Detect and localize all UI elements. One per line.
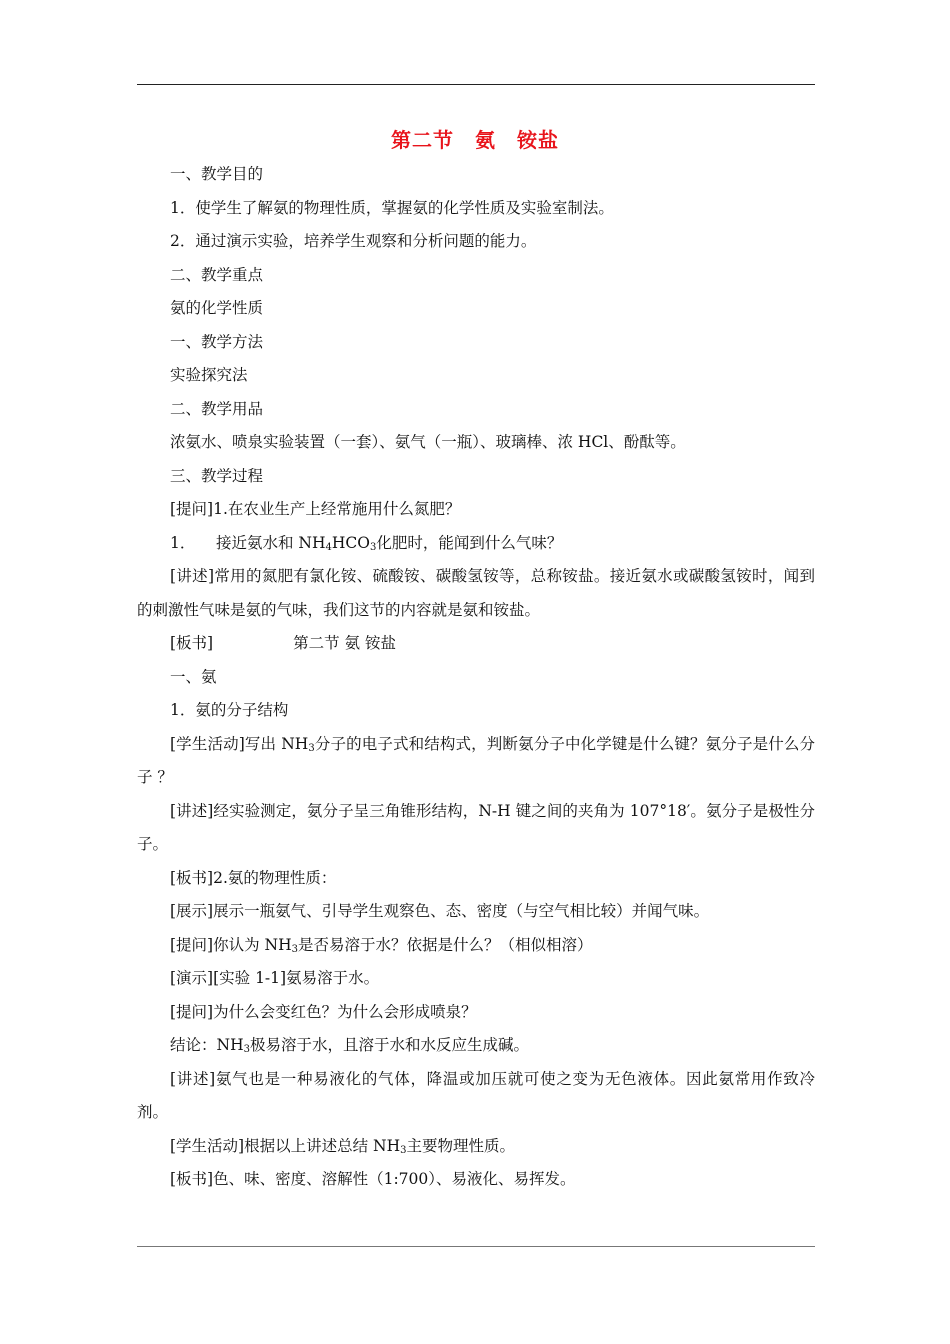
paragraph: [板书]2.氨的物理性质： (170, 868, 337, 887)
subscript: 3 (243, 1044, 250, 1055)
paragraph: 1．使学生了解氨的物理性质，掌握氨的化学性质及实验室制法。 (170, 198, 614, 217)
paragraph (137, 627, 815, 661)
text-run: 极易溶于水，且溶于水和水反应生成碱。 (249, 1036, 529, 1054)
paragraph: 一、教学方法 (170, 332, 264, 351)
text-run: 结论：NH (170, 1036, 244, 1054)
paragraph: [演示][实验 1-1]氨易溶于水。 (170, 969, 380, 987)
paragraph: [板书]色、味、密度、溶解性（1:700）、易液化、易挥发。 (170, 1170, 576, 1188)
subscript: 3 (291, 943, 298, 955)
text-run: [提问]你认为 NH (170, 935, 292, 954)
footer-rule (137, 1246, 815, 1247)
paragraph: [讲述]经实验测定，氨分子呈三角锥形结构，N-H 键之间的夹角为 107°18′。氨分子是极性分子。 (137, 801, 815, 853)
text-run: [板书] (170, 634, 214, 652)
text-run: 第二节 氨 铵盐 (293, 634, 396, 652)
subscript: 3 (400, 1144, 407, 1156)
paragraph: 三、教学过程 (170, 466, 264, 485)
paragraph: 氨的化学性质 (170, 299, 264, 317)
text-run: 化肥时，能闻到什么气味？ (376, 533, 563, 552)
paragraph: 一、教学目的 (170, 165, 264, 183)
text-run: 是否易溶于水？依据是什么？（相似相溶） (297, 935, 593, 954)
paragraph (137, 527, 815, 561)
text-run: 分子的电子式和结构式，判断氨分子中化学键是什么键？氨分子是什么分子 ？ (137, 734, 815, 786)
paragraph: [提问]为什么会变红色？为什么会形成喷泉？ (170, 1002, 477, 1021)
paragraph: 一、氨 (170, 667, 217, 686)
paragraph: 1．氨的分子结构 (170, 701, 289, 719)
paragraph: 二、教学用品 (170, 399, 264, 418)
paragraph (137, 1130, 815, 1164)
paragraph: 二、教学重点 (170, 265, 264, 284)
paragraph: 2．通过演示实验，培养学生观察和分析问题的能力。 (170, 232, 537, 250)
document-body (137, 158, 815, 1197)
paragraph: [讲述]氨气也是一种易液化的气体，降温或加压就可使之变为无色液体。因此氨常用作致冷剂。 (137, 1069, 815, 1121)
paragraph: [讲述]常用的氮肥有氯化铵、硫酸铵、碳酸氢铵等，总称铵盐。接近氨水或碳酸氢铵时，闻到的刺激性气味是氨的气味，我们这节的内容就是氨和铵盐。 (137, 567, 815, 619)
subscript: 3 (308, 742, 315, 754)
paragraph (137, 1029, 815, 1063)
paragraph (137, 728, 815, 795)
paragraph: [展示]展示一瓶氨气、引导学生观察色、态、密度（与空气相比较）并闻气味。 (170, 902, 710, 920)
subscript: 3 (369, 541, 377, 553)
list-number: 1． (170, 533, 196, 552)
paragraph: 实验探究法 (170, 366, 248, 384)
paragraph: [提问]1.在农业生产上经常施用什么氮肥？ (170, 500, 461, 518)
subscript: 4 (325, 541, 332, 553)
text-run: 接近氨水和 NH (216, 533, 326, 552)
text-run: [学生活动]写出 NH (170, 734, 309, 753)
paragraph: 浓氨水、喷泉实验装置（一套）、氨气（一瓶）、玻璃棒、浓 HCl、酚酞等。 (170, 433, 686, 451)
header-rule (137, 84, 815, 85)
text-run: 主要物理性质。 (406, 1136, 515, 1155)
text-run: [学生活动]根据以上讲述总结 NH (170, 1136, 401, 1155)
page-title: 第二节 氨 铵盐 (391, 128, 559, 152)
text-run: HCO (331, 533, 370, 552)
paragraph (137, 929, 815, 963)
